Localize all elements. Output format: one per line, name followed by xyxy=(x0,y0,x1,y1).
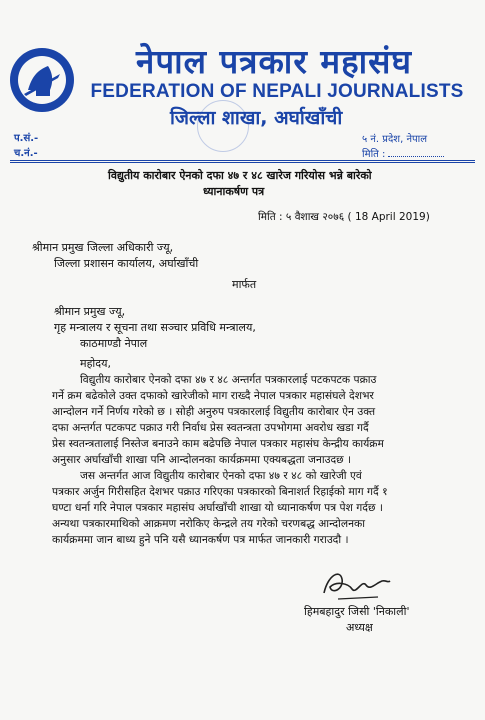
dispatch-no-label: च.नं.- xyxy=(14,148,38,159)
paragraph-2-line: घण्टा धर्ना गरि नेपाल पत्रकार महासंघ अर्घाखाँची शाखा यो ध्यानाकर्षण पत्र पेश गर्दछ । xyxy=(52,501,383,514)
recipient-1-line-2: जिल्ला प्रशासन कार्यालय, अर्घाखाँची xyxy=(54,257,199,270)
subject-line-2: ध्यानाकर्षण पत्र xyxy=(203,185,265,198)
letter-date: मिति : ५ वैशाख २०७६ ( 18 April 2019) xyxy=(258,211,430,223)
paragraph-1-line: प्रेस स्वतन्त्रतालाई निस्तेज बनाउने काम बढेपछि नेपाल पत्रकार महासंघ केन्द्रीय कार्यक्रम xyxy=(52,437,384,450)
paragraph-2-line: पत्रकार अर्जुन गिरीसहित देशभर पक्राउ गरिएका पत्रकारको बिनाशर्त रिहाईको माग गर्दै १ xyxy=(52,485,388,498)
header-rule-2 xyxy=(10,162,475,163)
paragraph-2-line: कार्यक्रममा जान बाध्य हुने पनि यसै ध्यानकर्षण पत्र मार्फत जानकारी गराउदौ । xyxy=(52,533,349,546)
ref-no-label: प.सं.- xyxy=(14,133,39,144)
paragraph-1-line: गर्ने क्रम बढेकोले उक्त दफाको खारेजीको माग राख्दै नेपाल पत्रकार महासंघले देशभर xyxy=(52,389,374,402)
header-rule xyxy=(10,160,475,161)
paragraph-1-line: आन्दोलन गर्ने निर्णय गरेको छ । सोही अनुरुप पत्रकारलाई विद्युतीय कारोबार ऐन उक्त xyxy=(52,405,376,418)
org-name-nepali: नेपाल पत्रकार महासंघ xyxy=(136,42,412,81)
salutation: महोदय, xyxy=(80,357,111,370)
paragraph-2-line: जस अन्तर्गत आज विद्युतीय कारोबार ऐनको दफा ४७ र ४८ को खारेजी एवं xyxy=(80,469,362,482)
paragraph-1-line: विद्युतीय कारोबार ऐनको दफा ४७ र ४८ अन्तर्गत पत्रकारलाई पटकपटक पक्राउ xyxy=(80,373,377,386)
subject-line-1: विद्युतीय कारोबार ऐनको दफा ४७ र ४८ खारेज गरियोस भन्ने बारेको xyxy=(108,169,372,182)
recipient-1-line-1: श्रीमान प्रमुख जिल्ला अधिकारी ज्यू, xyxy=(32,241,174,254)
via-label: मार्फत xyxy=(232,278,257,291)
recipient-2-line-1: श्रीमान प्रमुख ज्यू, xyxy=(54,305,126,318)
date-field-label: मिति : xyxy=(362,149,386,160)
fnj-logo-icon xyxy=(8,46,76,114)
branch-name: जिल्ला शाखा, अर्घाखाँची xyxy=(170,107,343,129)
org-name-english: FEDERATION OF NEPALI JOURNALISTS xyxy=(90,81,464,102)
paragraph-2-line: अन्यथा पत्रकारमाथिको आक्रमण नरोकिए केन्द्रले तय गरेको चरणबद्ध आन्दोलनका xyxy=(52,517,365,530)
paragraph-1-line: अनुसार अर्घाखाँची शाखा पनि आन्दोलनका कार्यक्रममा एक्यबद्धता जनाउदछ । xyxy=(52,453,352,466)
signatory-title: अध्यक्ष xyxy=(346,621,373,634)
paragraph-1-line: दफा अन्तर्गत पटकपट पक्राउ गरी निर्वाध प्रेस स्वतन्त्रता उपभोगमा अवरोध खडा गर्दै xyxy=(52,421,369,434)
signatory-name: हिमबहादुर जिसी 'निकाली' xyxy=(304,605,410,618)
handwritten-signature xyxy=(318,565,392,605)
date-field xyxy=(362,146,444,160)
province-label: ५ नं. प्रदेश, नेपाल xyxy=(362,134,428,145)
recipient-2-line-2: गृह मन्त्रालय र सूचना तथा सञ्चार प्रविधि मन्त्रालय, xyxy=(54,321,256,334)
date-field-dots xyxy=(388,156,444,157)
recipient-2-line-3: काठमाण्डौ नेपाल xyxy=(80,337,148,350)
